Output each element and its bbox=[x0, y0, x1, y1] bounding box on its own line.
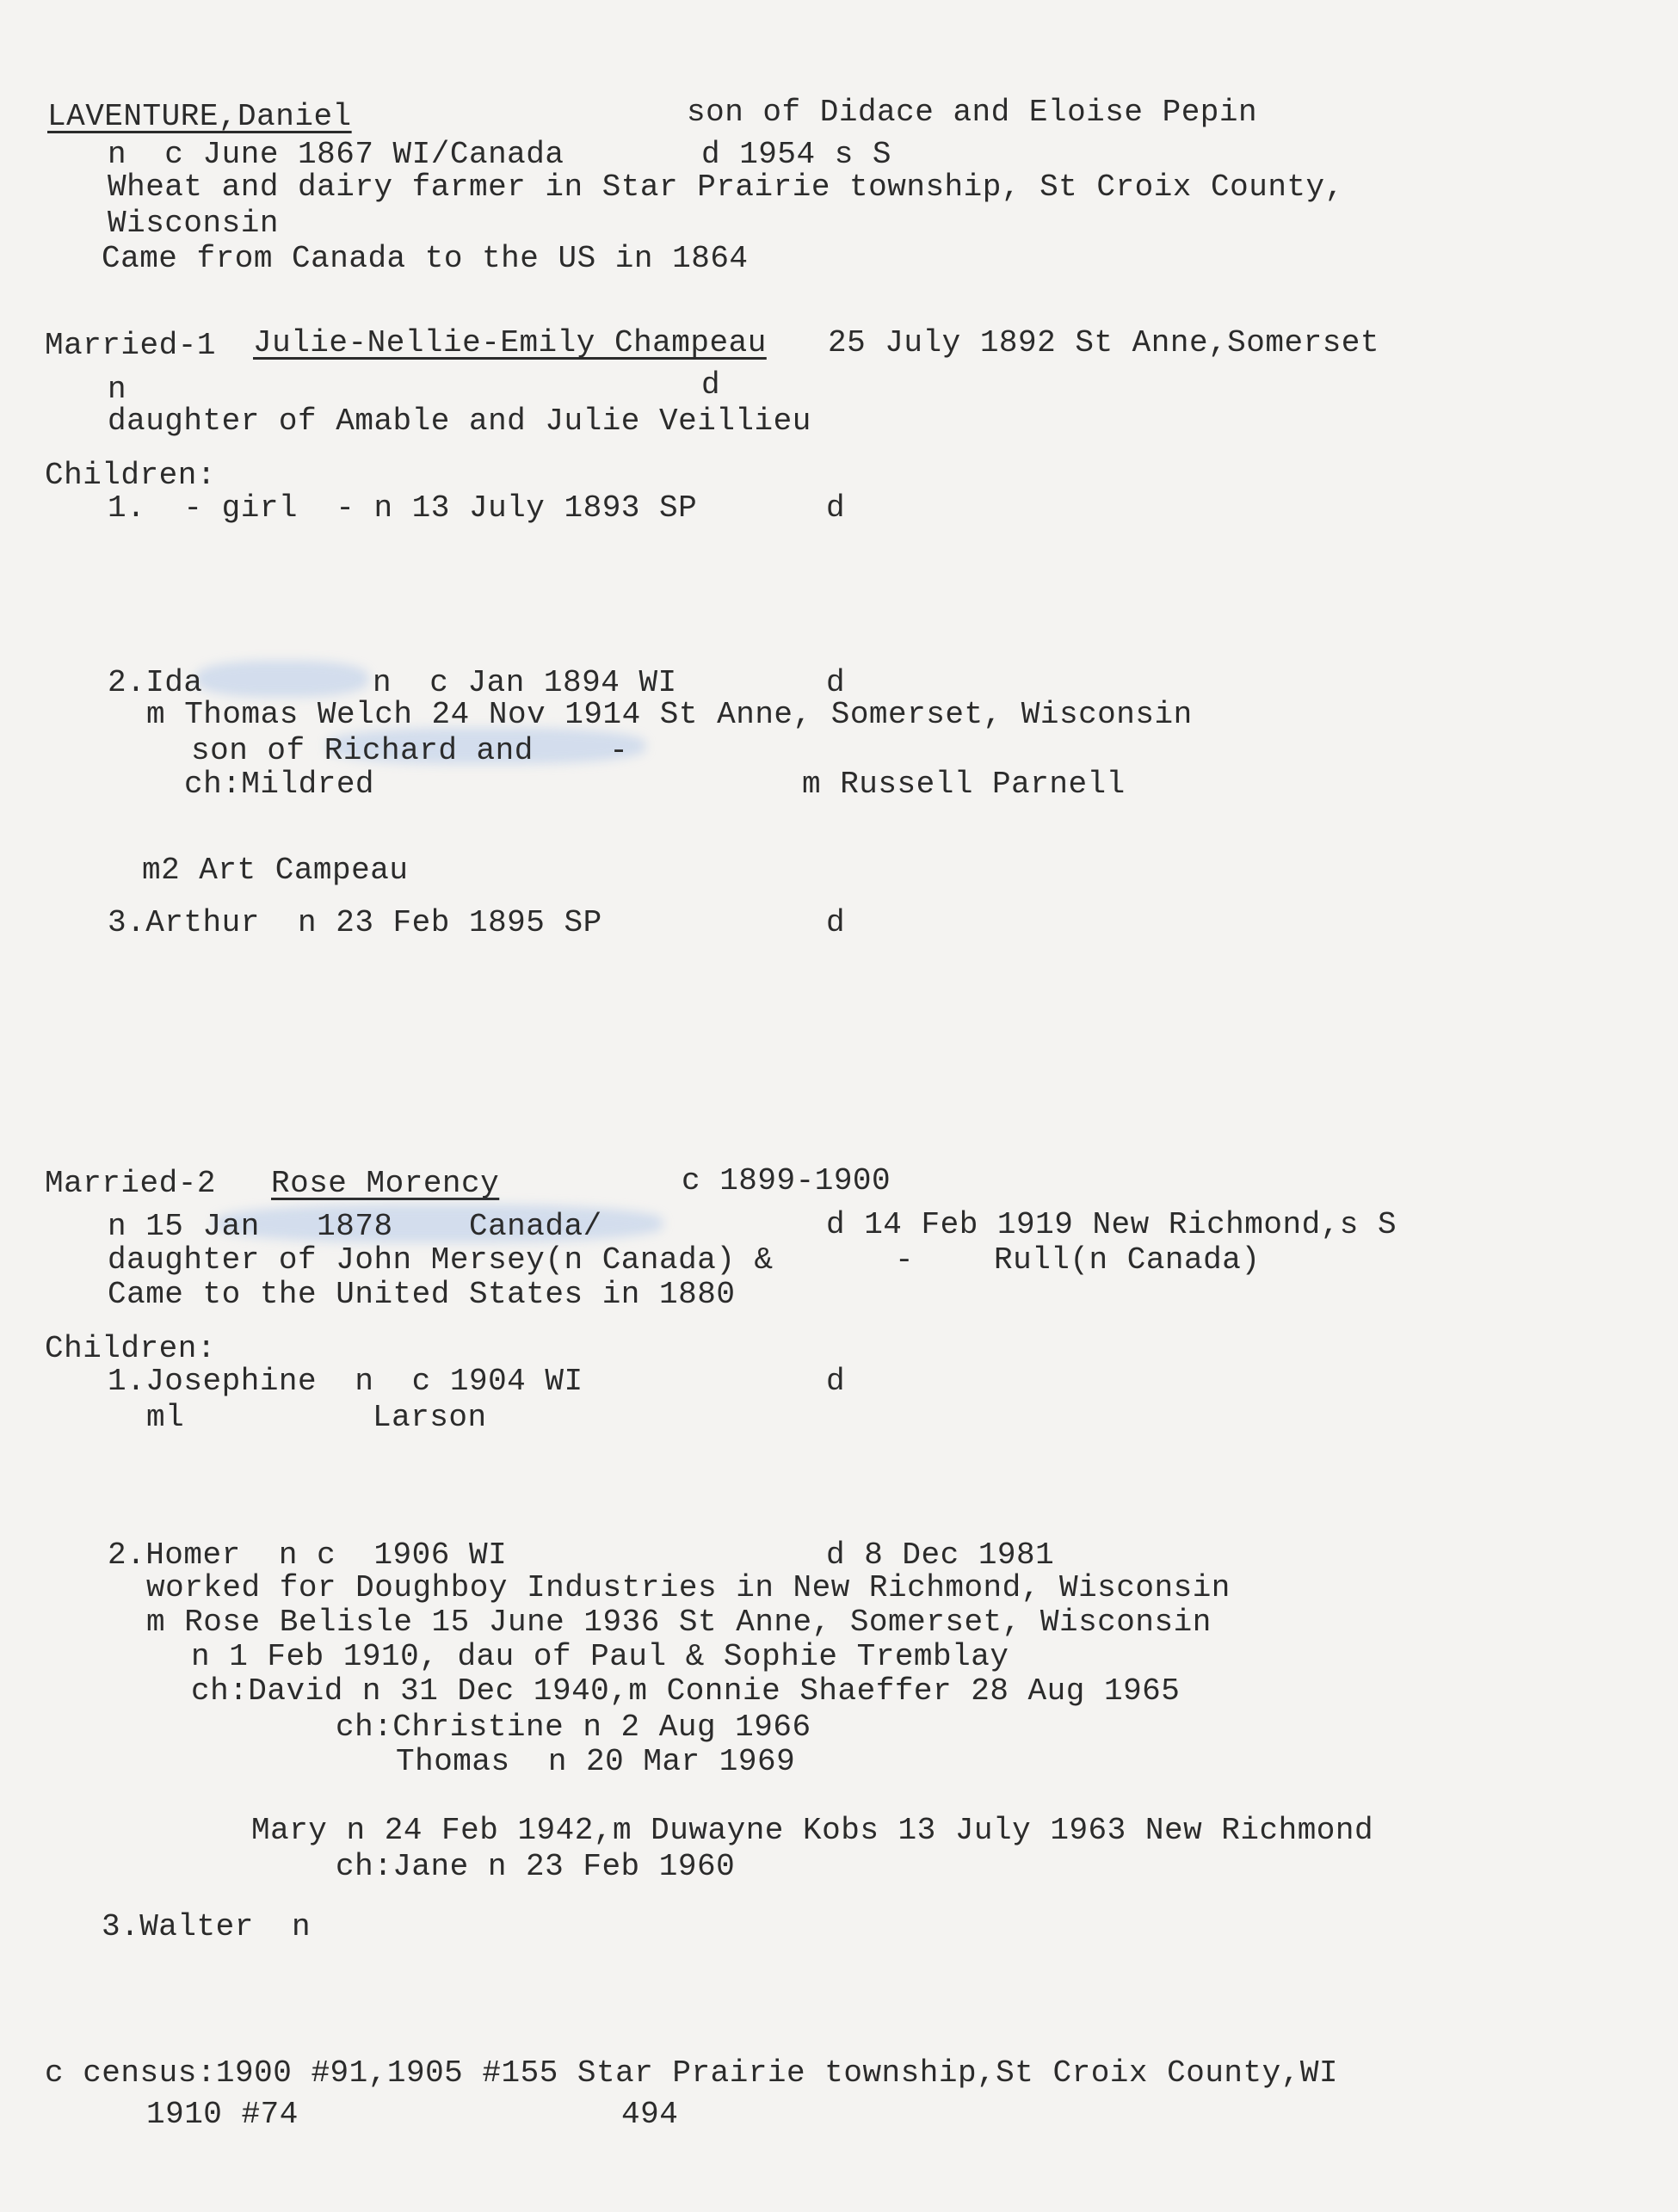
person-name: LAVENTURE,Daniel bbox=[47, 99, 352, 134]
child-2-3: 3.Walter n bbox=[102, 1909, 312, 1944]
marriage-1-spouse-death: d bbox=[701, 367, 721, 403]
grandchild-jane: ch:Jane n 23 Feb 1960 bbox=[336, 1849, 736, 1884]
child-2-1-death: d bbox=[826, 1364, 846, 1399]
marriage-2-date: c 1899-1900 bbox=[682, 1163, 891, 1198]
census-line-1: c census:1900 #91,1905 #155 Star Prairie township,St Croix County,WI bbox=[45, 2055, 1339, 2091]
marriage-2-spouse-parents: daughter of John Mersey(n Canada) & bbox=[108, 1242, 774, 1278]
child-1-3: 3.Arthur n 23 Feb 1895 SP bbox=[108, 905, 602, 940]
occupation-line-2: Wisconsin bbox=[108, 206, 279, 241]
child-1-2-name: 2.Ida bbox=[108, 665, 203, 700]
child-1-2-death: d bbox=[826, 665, 846, 700]
marriage-2-label: Married-2 bbox=[45, 1166, 216, 1201]
child-2-2-spouse-details: n 1 Feb 1910, dau of Paul & Sophie Tremblay bbox=[191, 1639, 1009, 1674]
person-death: d 1954 s S bbox=[701, 137, 892, 172]
child-1-1-death: d bbox=[826, 490, 846, 526]
marriage-1-spouse-parents: daughter of Amable and Julie Veillieu bbox=[108, 404, 811, 439]
child-1-1: 1. - girl - n 13 July 1893 SP bbox=[108, 490, 698, 526]
child-1-2-second-marriage: m2 Art Campeau bbox=[142, 853, 409, 888]
person-parents: son of Didace and Eloise Pepin bbox=[687, 95, 1258, 130]
child-2-2-child-david: ch:David n 31 Dec 1940,m Connie Shaeffer 28 Aug 1965 bbox=[191, 1673, 1181, 1709]
marriage-1-spouse: Julie-Nellie-Emily Champeau bbox=[253, 325, 767, 360]
child-1-2-marriage: m Thomas Welch 24 Nov 1914 St Anne, Somerset, Wisconsin bbox=[146, 697, 1193, 732]
marriage-2-spouse-death: d 14 Feb 1919 New Richmond,s S bbox=[826, 1207, 1397, 1242]
marriage-1-date-place: 25 July 1892 St Anne,Somerset bbox=[828, 325, 1380, 360]
children-heading-2: Children: bbox=[45, 1331, 216, 1366]
marriage-1-label: Married-1 bbox=[45, 328, 216, 363]
child-1-2-spouse-parents: son of Richard and - bbox=[191, 733, 629, 768]
child-2-2-work: worked for Doughboy Industries in New Richmond, Wisconsin bbox=[146, 1570, 1231, 1605]
marriage-2-spouse-parents-dash: - bbox=[895, 1242, 915, 1278]
child-2-1-marriage: ml bbox=[146, 1400, 185, 1435]
person-birth: n c June 1867 WI/Canada bbox=[108, 137, 564, 172]
child-2-2-death: d 8 Dec 1981 bbox=[826, 1537, 1055, 1573]
grandchild-thomas: Thomas n 20 Mar 1969 bbox=[396, 1744, 796, 1779]
child-2-2-marriage: m Rose Belisle 15 June 1936 St Anne, Somerset, Wisconsin bbox=[146, 1605, 1212, 1640]
child-2-2-child-mary: Mary n 24 Feb 1942,m Duwayne Kobs 13 July 1963 New Richmond bbox=[251, 1813, 1374, 1848]
census-line-2: 1910 #74 bbox=[146, 2097, 299, 2132]
page-number: 494 bbox=[621, 2097, 679, 2132]
children-heading-1: Children: bbox=[45, 458, 216, 493]
marriage-2-spouse-birth: n 15 Jan 1878 Canada/ bbox=[108, 1209, 602, 1244]
ink-smudge bbox=[196, 661, 368, 697]
grandchild-christine: ch:Christine n 2 Aug 1966 bbox=[336, 1710, 811, 1745]
child-2-2: 2.Homer n c 1906 WI bbox=[108, 1537, 508, 1573]
marriage-2-spouse-mother: Rull(n Canada) bbox=[994, 1242, 1261, 1278]
child-2-1-spouse: Larson bbox=[373, 1400, 487, 1435]
child-2-1: 1.Josephine n c 1904 WI bbox=[108, 1364, 583, 1399]
child-1-2-birth: n c Jan 1894 WI bbox=[373, 665, 677, 700]
child-1-3-death: d bbox=[826, 905, 846, 940]
immigration-note: Came from Canada to the US in 1864 bbox=[102, 241, 749, 276]
child-1-2-grandchild-marriage: m Russell Parnell bbox=[802, 767, 1126, 802]
marriage-2-immigration: Came to the United States in 1880 bbox=[108, 1277, 736, 1312]
marriage-2-spouse: Rose Morency bbox=[271, 1166, 500, 1201]
child-1-2-children: ch:Mildred bbox=[184, 767, 375, 802]
marriage-1-spouse-birth: n bbox=[108, 372, 127, 407]
occupation-line-1: Wheat and dairy farmer in Star Prairie township, St Croix County, bbox=[108, 169, 1344, 205]
